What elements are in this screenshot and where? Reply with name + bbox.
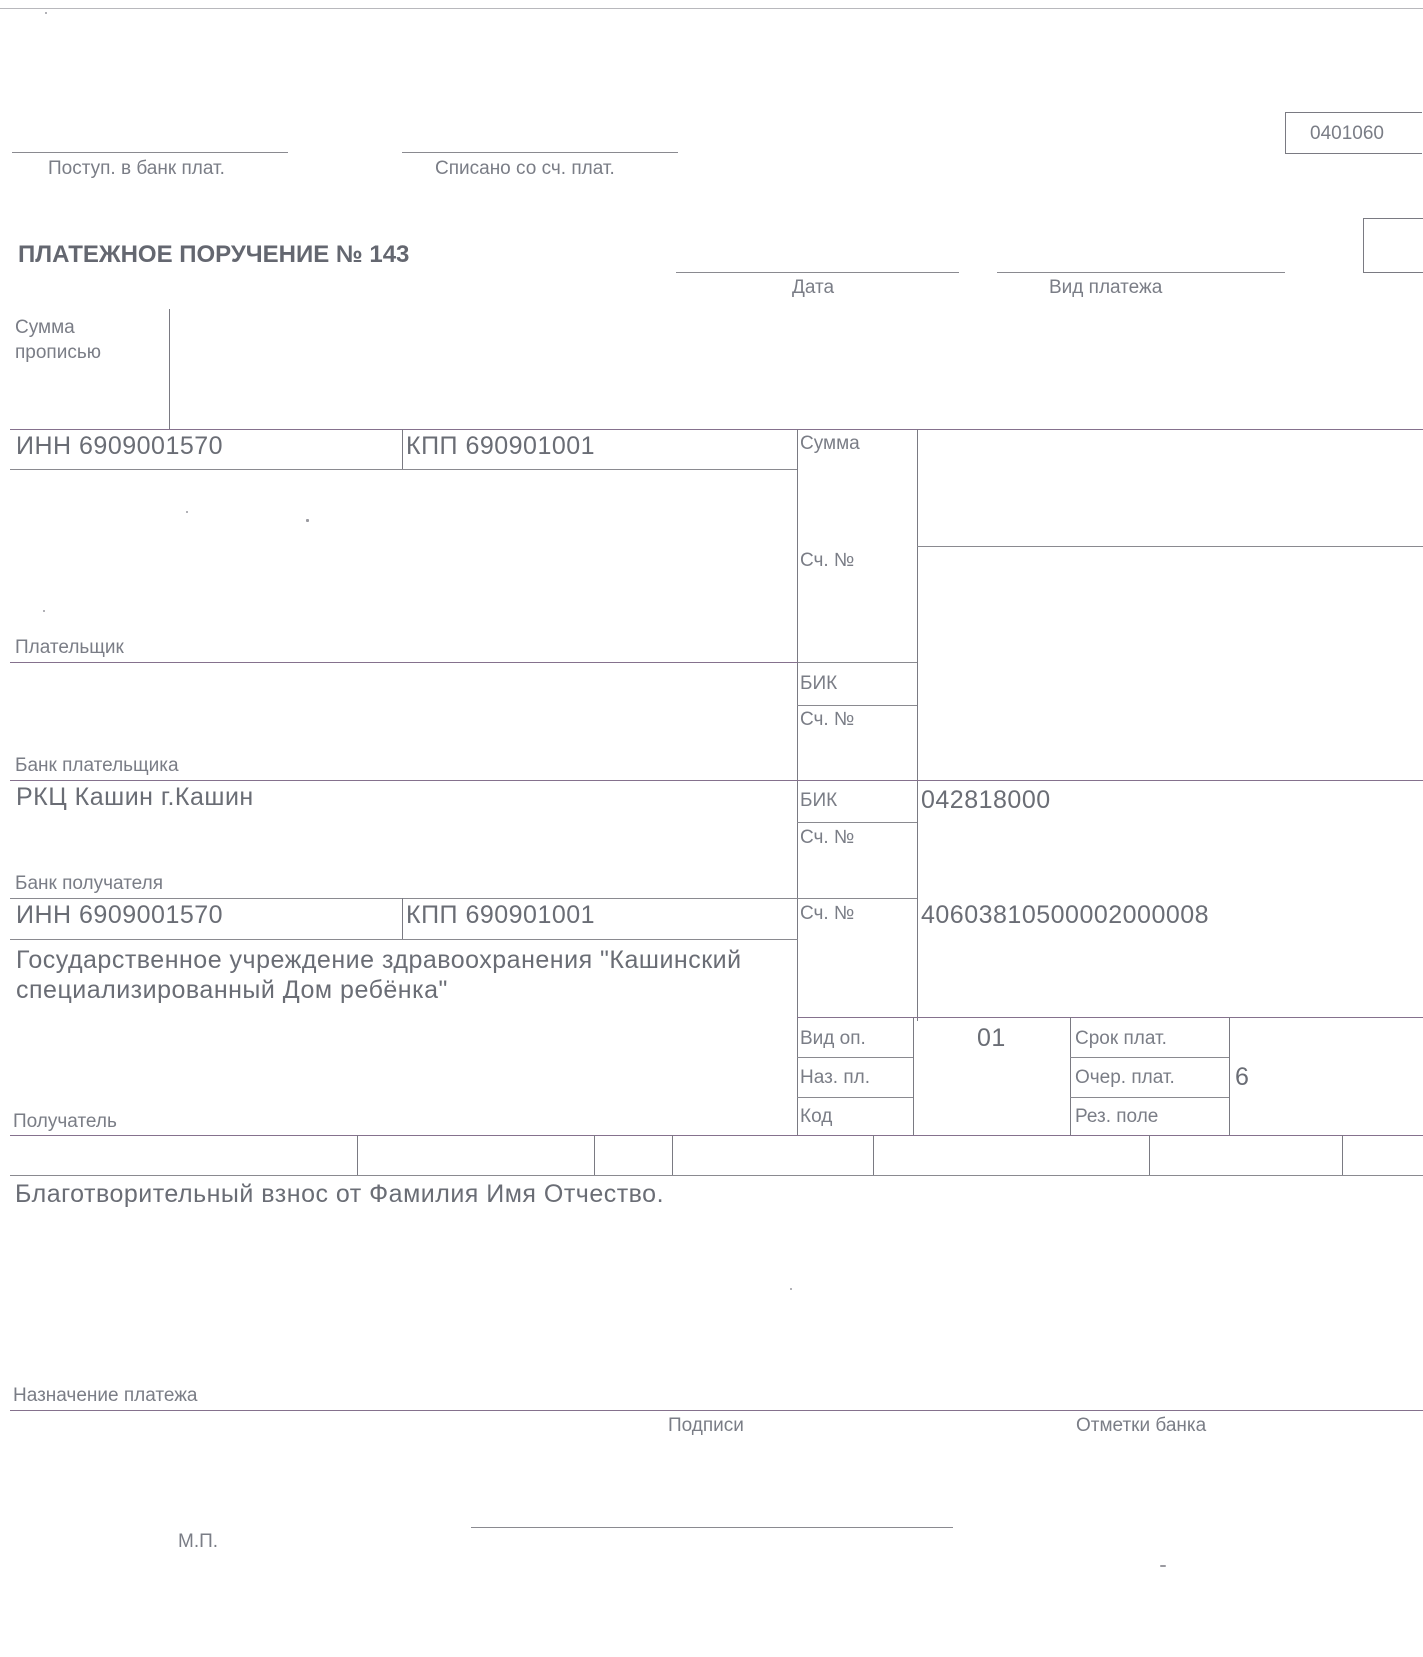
vid-op-value: 01 <box>977 1024 1006 1052</box>
recipient-label: Получатель <box>13 1111 117 1132</box>
recipient-inn-kpp-underline <box>10 939 798 940</box>
amount-words-divider <box>169 309 170 430</box>
form-code-box <box>1285 112 1422 154</box>
tax-col-4 <box>873 1135 874 1175</box>
recipient-bank-name: РКЦ Кашин г.Кашин <box>16 783 254 811</box>
scan-top-edge <box>0 8 1423 9</box>
tax-col-3 <box>672 1135 673 1175</box>
tax-col-5 <box>1149 1135 1150 1175</box>
signatures-label: Подписи <box>668 1415 744 1436</box>
stamp-label: М.П. <box>178 1531 219 1552</box>
op-row-1 <box>797 1057 913 1058</box>
form-code: 0401060 <box>1310 123 1384 144</box>
purpose-label: Назначение платежа <box>13 1385 198 1406</box>
op-col-srok-right <box>1229 1017 1230 1135</box>
recipient-account: 40603810500002000008 <box>921 901 1210 929</box>
purpose-text: Благотворительный взнос от Фамилия Имя Отчество. <box>15 1180 665 1208</box>
row-line-payer-bank <box>10 780 1423 781</box>
tax-col-6 <box>1342 1135 1343 1175</box>
payer-bottom-line <box>10 662 798 663</box>
scan-speck <box>306 519 309 522</box>
op-col-srok-left <box>1070 1017 1071 1135</box>
amount-bottom-line <box>917 546 1423 547</box>
payer-bank-account-label: Сч. № <box>800 709 855 730</box>
debited-label: Списано со сч. плат. <box>435 158 615 179</box>
op-row-2 <box>797 1097 913 1098</box>
recipient-inn: ИНН 6909001570 <box>16 901 224 929</box>
payer-label: Плательщик <box>15 637 124 658</box>
date-line <box>676 272 959 273</box>
received-line <box>12 152 288 153</box>
recipient-bank-label: Банк получателя <box>15 873 163 894</box>
tax-col-1 <box>357 1135 358 1175</box>
payment-type-label: Вид платежа <box>1049 277 1163 298</box>
recipient-account-label: Сч. № <box>800 903 855 924</box>
vid-op-label: Вид оп. <box>800 1028 866 1049</box>
row-line-recipient-bank <box>10 898 917 899</box>
date-label: Дата <box>792 277 835 298</box>
payer-bank-bik-label: БИК <box>800 673 838 694</box>
main-col-divider <box>797 429 798 1135</box>
ocher-label: Очер. плат. <box>1075 1067 1175 1088</box>
scan-speck <box>43 610 45 612</box>
payer-account-label: Сч. № <box>800 550 855 571</box>
op-col-right <box>913 1017 914 1135</box>
scan-speck <box>186 511 188 513</box>
recipient-inn-kpp-divider <box>402 898 403 939</box>
payer-kpp: КПП 690901001 <box>406 432 596 460</box>
received-label: Поступ. в банк плат. <box>48 158 225 179</box>
recipient-bank-account-label: Сч. № <box>800 827 855 848</box>
signature-line <box>471 1527 953 1528</box>
status-box <box>1363 218 1423 273</box>
scan-speck <box>45 12 47 14</box>
recipient-bank-bik-label: БИК <box>800 790 838 811</box>
recipient-bank-bik: 042818000 <box>921 786 1051 814</box>
payer-bank-bik-line <box>797 705 917 706</box>
purpose-bottom-line <box>10 1410 1423 1411</box>
payer-inn: ИНН 6909001570 <box>16 432 224 460</box>
scan-speck <box>1160 1565 1166 1567</box>
rez-label: Рез. поле <box>1075 1106 1159 1127</box>
tax-row-bottom <box>10 1175 1423 1176</box>
amount-label: Сумма <box>800 433 860 454</box>
payer-inn-kpp-divider <box>402 429 403 469</box>
payer-bank-label: Банк плательщика <box>15 755 179 776</box>
recipient-name: Государственное учреждение здравоохранения "Кашинский специализированный Дом ребёнка" <box>16 946 742 1004</box>
op-row-2b <box>1070 1097 1229 1098</box>
kod-label: Код <box>800 1106 833 1127</box>
ocher-value: 6 <box>1235 1063 1250 1091</box>
row-line-1 <box>10 429 1423 430</box>
bank-marks-label: Отметки банка <box>1076 1415 1207 1436</box>
tax-col-2 <box>594 1135 595 1175</box>
op-row-1b <box>1070 1057 1229 1058</box>
recipient-kpp: КПП 690901001 <box>406 901 596 929</box>
inn-kpp-underline <box>10 469 798 470</box>
recipient-bank-bik-line <box>797 822 917 823</box>
page-title: ПЛАТЕЖНОЕ ПОРУЧЕНИЕ № 143 <box>18 241 410 268</box>
srok-label: Срок плат. <box>1075 1028 1167 1049</box>
payer-account-bottom-line <box>797 662 917 663</box>
payment-type-line <box>997 272 1285 273</box>
tax-row-top <box>10 1135 1423 1136</box>
debited-line <box>402 152 678 153</box>
row-line-operation <box>797 1017 1423 1018</box>
naz-pl-label: Наз. пл. <box>800 1067 870 1088</box>
value-col-divider <box>917 429 918 1021</box>
amount-words-label: Сумма прописью <box>15 317 101 363</box>
scan-speck <box>790 1288 792 1290</box>
